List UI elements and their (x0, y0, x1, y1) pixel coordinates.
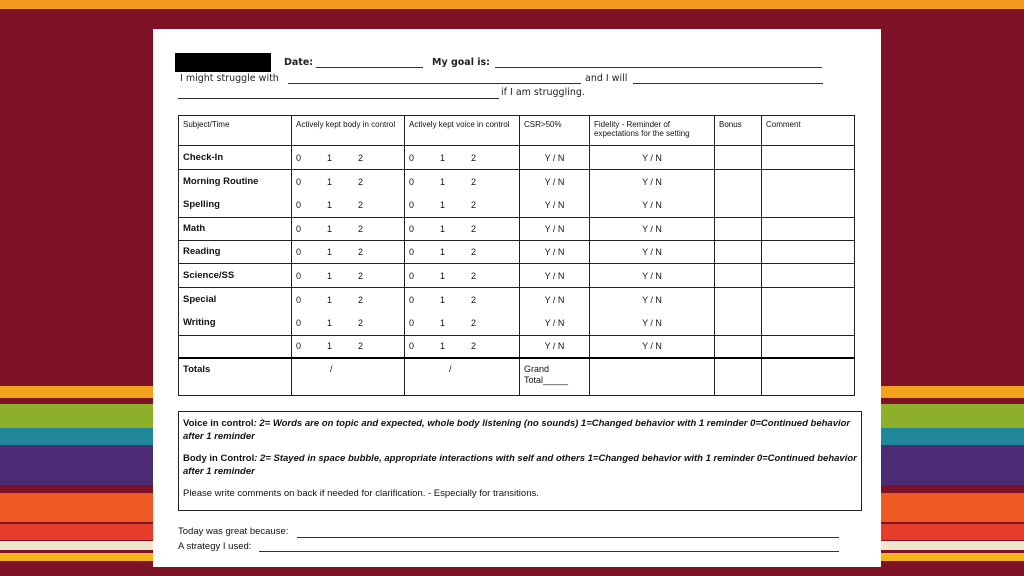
fidelity-yn[interactable]: Y / N (590, 335, 715, 358)
body-score[interactable]: 0 1 2 (292, 146, 405, 170)
comment-cell[interactable] (762, 335, 855, 358)
great-because-field[interactable] (297, 537, 839, 538)
table-header-row (179, 116, 855, 146)
body-score[interactable]: 0 1 2 (292, 288, 405, 311)
csr-yn[interactable]: Y / N (520, 288, 590, 311)
bonus-cell[interactable] (715, 311, 762, 335)
fidelity-yn[interactable]: Y / N (590, 240, 715, 263)
subject-label: Reading (179, 240, 292, 263)
column-header: Actively kept body in control (292, 116, 405, 146)
fidelity-yn[interactable]: Y / N (590, 170, 715, 193)
bonus-cell[interactable] (715, 335, 762, 358)
subject-label: Morning Routine (179, 170, 292, 193)
and-i-will-field[interactable] (633, 83, 823, 84)
body-legend: Body in Control: 2= Stayed in space bubble, appropriate interactions with self and others 1=Changed behavior with 1 reminder 0=Continued behavior after 1 reminder (183, 453, 857, 478)
column-header: Subject/Time (179, 116, 292, 146)
voice-score[interactable]: 0 1 2 (405, 193, 520, 217)
csr-yn[interactable]: Y / N (520, 146, 590, 170)
column-header: Comment (762, 116, 855, 146)
bonus-cell[interactable] (715, 193, 762, 217)
comment-cell[interactable] (762, 193, 855, 217)
bonus-cell[interactable] (715, 264, 762, 288)
voice-score[interactable]: 0 1 2 (405, 217, 520, 240)
column-header: CSR>50% (520, 116, 590, 146)
csr-yn[interactable]: Y / N (520, 217, 590, 240)
voice-score[interactable]: 0 1 2 (405, 264, 520, 288)
csr-yn[interactable]: Y / N (520, 311, 590, 335)
behavior-tracking-sheet (153, 29, 881, 567)
body-score[interactable]: 0 1 2 (292, 311, 405, 335)
body-total[interactable]: / (292, 358, 405, 395)
table-row (179, 311, 855, 335)
csr-yn[interactable]: Y / N (520, 264, 590, 288)
comment-cell[interactable] (762, 170, 855, 193)
voice-total[interactable]: / (405, 358, 520, 395)
table-row (179, 288, 855, 311)
fidelity-yn[interactable]: Y / N (590, 264, 715, 288)
scoring-legend (178, 411, 862, 511)
totals-row (179, 358, 855, 395)
voice-score[interactable]: 0 1 2 (405, 288, 520, 311)
comment-cell[interactable] (762, 240, 855, 263)
subject-label: Math (179, 217, 292, 240)
fidelity-total[interactable] (590, 358, 715, 395)
table-row (179, 217, 855, 240)
subject-label: Spelling (179, 193, 292, 217)
voice-score[interactable]: 0 1 2 (405, 240, 520, 263)
bonus-total[interactable] (715, 358, 762, 395)
goal-label: My goal is: (432, 57, 490, 68)
fidelity-yn[interactable]: Y / N (590, 288, 715, 311)
subject-label[interactable] (179, 335, 292, 358)
struggle-label: I might struggle with (180, 73, 279, 84)
redacted-name (175, 53, 271, 72)
table-row (179, 146, 855, 170)
voice-score[interactable]: 0 1 2 (405, 146, 520, 170)
bonus-cell[interactable] (715, 240, 762, 263)
comment-cell[interactable] (762, 288, 855, 311)
table-row (179, 335, 855, 358)
top-orange-stripe (0, 0, 1024, 9)
csr-yn[interactable]: Y / N (520, 193, 590, 217)
column-header: Actively kept voice in control (405, 116, 520, 146)
great-because-label: Today was great because: (178, 526, 289, 537)
csr-yn[interactable]: Y / N (520, 335, 590, 358)
body-score[interactable]: 0 1 2 (292, 264, 405, 288)
bonus-cell[interactable] (715, 146, 762, 170)
bonus-cell[interactable] (715, 170, 762, 193)
fidelity-yn[interactable]: Y / N (590, 146, 715, 170)
subject-label: Science/SS (179, 264, 292, 288)
bonus-cell[interactable] (715, 217, 762, 240)
comment-total[interactable] (762, 358, 855, 395)
totals-label: Totals (179, 358, 292, 395)
table-row (179, 264, 855, 288)
fidelity-yn[interactable]: Y / N (590, 311, 715, 335)
strategy-used-field[interactable] (259, 551, 839, 552)
voice-score[interactable]: 0 1 2 (405, 170, 520, 193)
fidelity-yn[interactable]: Y / N (590, 193, 715, 217)
column-header: Fidelity - Reminder of expectations for the setting (590, 116, 715, 146)
voice-score[interactable]: 0 1 2 (405, 311, 520, 335)
comments-note: Please write comments on back if needed for clarification. - Especially for transitions. (183, 488, 539, 500)
comment-cell[interactable] (762, 311, 855, 335)
strategy-used-label: A strategy I used: (178, 541, 252, 552)
body-score[interactable]: 0 1 2 (292, 170, 405, 193)
and-i-will-label: and I will (585, 73, 628, 84)
csr-yn[interactable]: Y / N (520, 170, 590, 193)
body-score[interactable]: 0 1 2 (292, 240, 405, 263)
grand-total[interactable]: Grand Total_____ (520, 358, 590, 395)
table-row (179, 170, 855, 193)
subject-label: Check-In (179, 146, 292, 170)
fidelity-yn[interactable]: Y / N (590, 217, 715, 240)
struggle-field[interactable] (288, 83, 581, 84)
date-field[interactable] (316, 67, 423, 68)
voice-legend: Voice in control: 2= Words are on topic and expected, whole body listening (no sounds) 1=Changed behavior with 1 reminder 0=Continued behavior after 1 reminder (183, 418, 851, 443)
table-row (179, 193, 855, 217)
body-score[interactable]: 0 1 2 (292, 335, 405, 358)
column-header: Bonus (715, 116, 762, 146)
goal-field[interactable] (495, 67, 822, 68)
strategy-field[interactable] (178, 98, 499, 99)
subject-label: Special (179, 288, 292, 311)
bonus-cell[interactable] (715, 288, 762, 311)
comment-cell[interactable] (762, 264, 855, 288)
date-label: Date: (284, 57, 314, 68)
comment-cell[interactable] (762, 146, 855, 170)
comment-cell[interactable] (762, 217, 855, 240)
subject-label: Writing (179, 311, 292, 335)
body-score[interactable]: 0 1 2 (292, 193, 405, 217)
tracking-table (178, 115, 855, 396)
csr-yn[interactable]: Y / N (520, 240, 590, 263)
voice-score[interactable]: 0 1 2 (405, 335, 520, 358)
body-score[interactable]: 0 1 2 (292, 217, 405, 240)
if-struggling-label: if I am struggling. (501, 87, 585, 98)
table-row (179, 240, 855, 263)
